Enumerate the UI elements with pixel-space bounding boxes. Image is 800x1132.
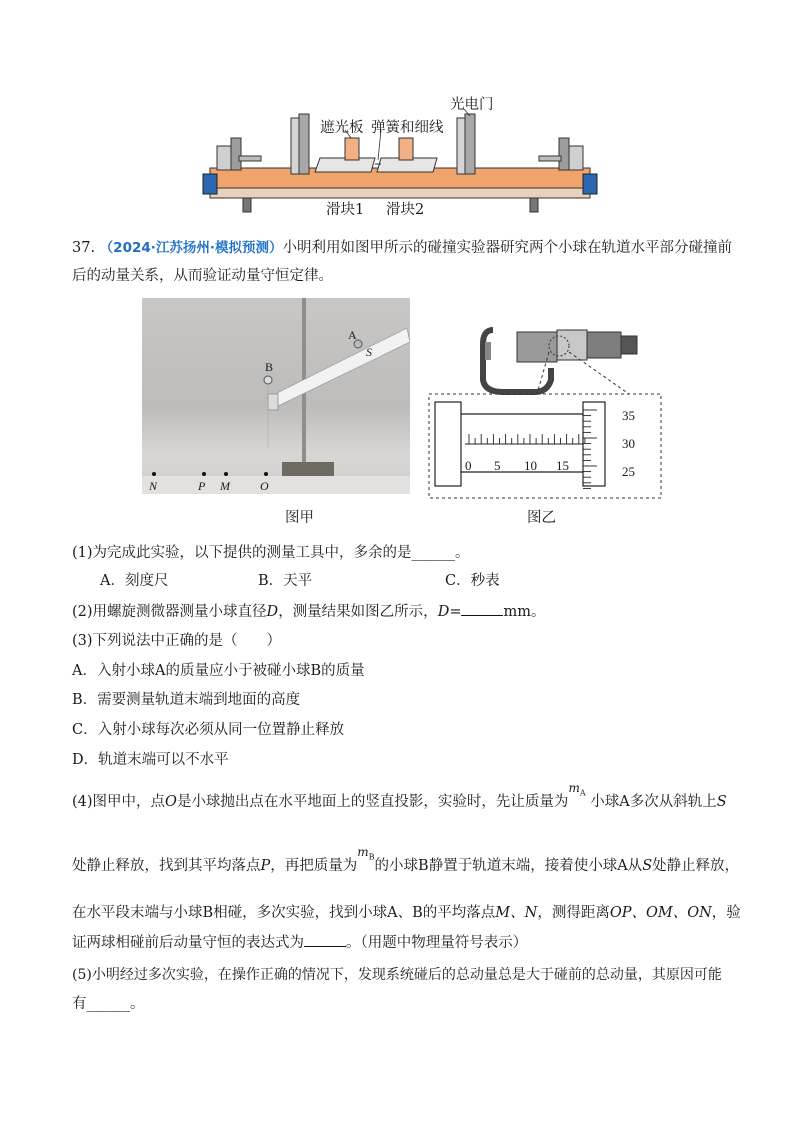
p4-text-l2c: 的小球B静置于轨道末端，接着使小球A从 <box>374 858 643 874</box>
point-B-label: B <box>265 360 274 374</box>
p4-symbol-P: P <box>260 858 271 874</box>
part-2-blank <box>461 601 503 616</box>
p4-symbol-S: S <box>716 794 727 810</box>
point-O-label: O <box>260 479 269 493</box>
part-2-unit: mm。 <box>503 604 546 620</box>
label-slider2: 滑块2 <box>386 202 425 218</box>
part-4-line-1 <box>72 781 727 817</box>
p4-mass-B-m: m <box>357 845 369 859</box>
part-1-text: (1)为完成此实验，以下提供的测量工具中，多余的是 <box>72 545 412 561</box>
p4-text-c: 小球A多次从斜轨上 <box>590 794 717 810</box>
part-5-blank: ______ <box>86 996 130 1012</box>
p4-text-l4end: 。（用题中物理量符号表示） <box>346 935 528 951</box>
part-2-equals: = <box>449 604 462 620</box>
intro-line-1: 小明利用如图甲所示的碰撞实验器研究两个小球在轨道水平部分碰撞前 <box>282 240 733 256</box>
p4-symbol-MN: M、N <box>495 905 538 921</box>
figure-jia-caption: 图甲 <box>285 510 314 526</box>
p4-text-l3a: 在水平段末端与小球B相碰，多次实验，找到小球A、B的平均落点 <box>72 905 496 921</box>
p4-text-l3b: ，测得距离 <box>537 905 610 921</box>
p4-text-l2a: 处静止释放，找到其平均落点 <box>72 858 261 874</box>
question-37-intro <box>72 238 732 258</box>
part-1-option-b: B．天平 <box>258 573 313 589</box>
figure-jia-photo <box>142 298 410 494</box>
part-1-blank: ______ <box>411 545 456 561</box>
thimble-label-30: 30 <box>622 436 635 451</box>
sleeve-label-15: 15 <box>556 458 569 473</box>
part-5-line-2 <box>72 994 145 1014</box>
label-shade: 遮光板 <box>320 120 364 136</box>
label-slider1: 滑块1 <box>326 202 365 218</box>
p4-mass-A-m: m <box>568 781 580 795</box>
thimble-label-25: 25 <box>622 464 635 479</box>
part-2-symbol-D2: D <box>437 604 450 620</box>
part-4-line-3 <box>72 903 741 923</box>
point-A-label: A <box>348 328 357 342</box>
part-1-end: 。 <box>455 545 470 561</box>
figure-yi-caption: 图乙 <box>527 510 556 526</box>
part-2-mid: ，测量结果如图乙所示， <box>278 604 438 620</box>
apparatus-drawing <box>142 298 410 494</box>
part-1-stem <box>72 543 470 563</box>
sleeve-label-5: 5 <box>494 458 501 473</box>
thimble-label-35: 35 <box>622 408 635 423</box>
part-2-text: (2)用螺旋测微器测量小球直径 <box>72 604 267 620</box>
label-spring: 弹簧和细线 <box>371 120 444 136</box>
point-N-label: N <box>149 479 158 493</box>
p5-text-a: 有 <box>72 996 87 1012</box>
question-number: 37. <box>72 240 96 256</box>
point-M-label: M <box>220 479 230 493</box>
p4-symbol-O: O <box>165 794 177 810</box>
p4-symbol-distances: OP、OM、ON <box>609 905 712 921</box>
part-5-line-1: (5)小明经过多次实验，在操作正确的情况下，发现系统碰后的总动量总是大于碰前的总动量，其原因可能 <box>72 967 722 983</box>
part-4-line-2 <box>72 845 740 881</box>
p4-text-b: 是小球抛出点在水平地面上的竖直投影，实验时，先让质量为 <box>176 794 569 810</box>
air-track-figure <box>195 88 615 218</box>
part-2-symbol-D: D <box>266 604 279 620</box>
p4-mass-A-sub: A <box>579 788 586 798</box>
part-3-option-b: B．需要测量轨道末端到地面的高度 <box>72 692 301 708</box>
source-tag: （2024·江苏扬州·模拟预测） <box>99 240 283 256</box>
p4-text-l2b: ，再把质量为 <box>270 858 358 874</box>
p4-text-a: (4)图甲中，点 <box>72 794 166 810</box>
p4-symbol-S2: S <box>642 858 653 874</box>
p4-mass-A <box>568 781 586 798</box>
part-1-option-c: C．秒表 <box>445 573 500 589</box>
p4-mass-B <box>357 845 375 862</box>
sleeve-label-10: 10 <box>524 458 537 473</box>
p4-text-l4a: 证两球相碰前后动量守恒的表达式为 <box>72 935 304 951</box>
part-3-stem: (3)下列说法中正确的是（ ） <box>72 633 282 649</box>
sleeve-label-0: 0 <box>465 458 472 473</box>
part-4-line-4 <box>72 932 527 953</box>
part-2-stem <box>72 601 545 622</box>
part-3-option-d: D．轨道末端可以不水平 <box>72 752 229 768</box>
point-S-label: S <box>366 345 372 359</box>
p4-text-l3c: ，验 <box>711 905 741 921</box>
sleeve-ticks <box>469 434 585 444</box>
point-P-label: P <box>198 479 206 493</box>
part-1-option-a: A．刻度尺 <box>100 573 169 589</box>
p5-text-end: 。 <box>130 996 145 1012</box>
part-3-option-c: C．入射小球每次必须从同一位置静止释放 <box>72 722 345 738</box>
p4-text-l2d: 处静止释放， <box>652 858 740 874</box>
p4-mass-B-sub: B <box>368 852 375 862</box>
part-4-blank <box>304 932 346 947</box>
intro-line-2: 后的动量关系，从而验证动量守恒定律。 <box>72 268 333 284</box>
label-photogate: 光电门 <box>450 97 494 113</box>
part-3-option-a: A．入射小球A的质量应小于被碰小球B的质量 <box>72 663 365 679</box>
